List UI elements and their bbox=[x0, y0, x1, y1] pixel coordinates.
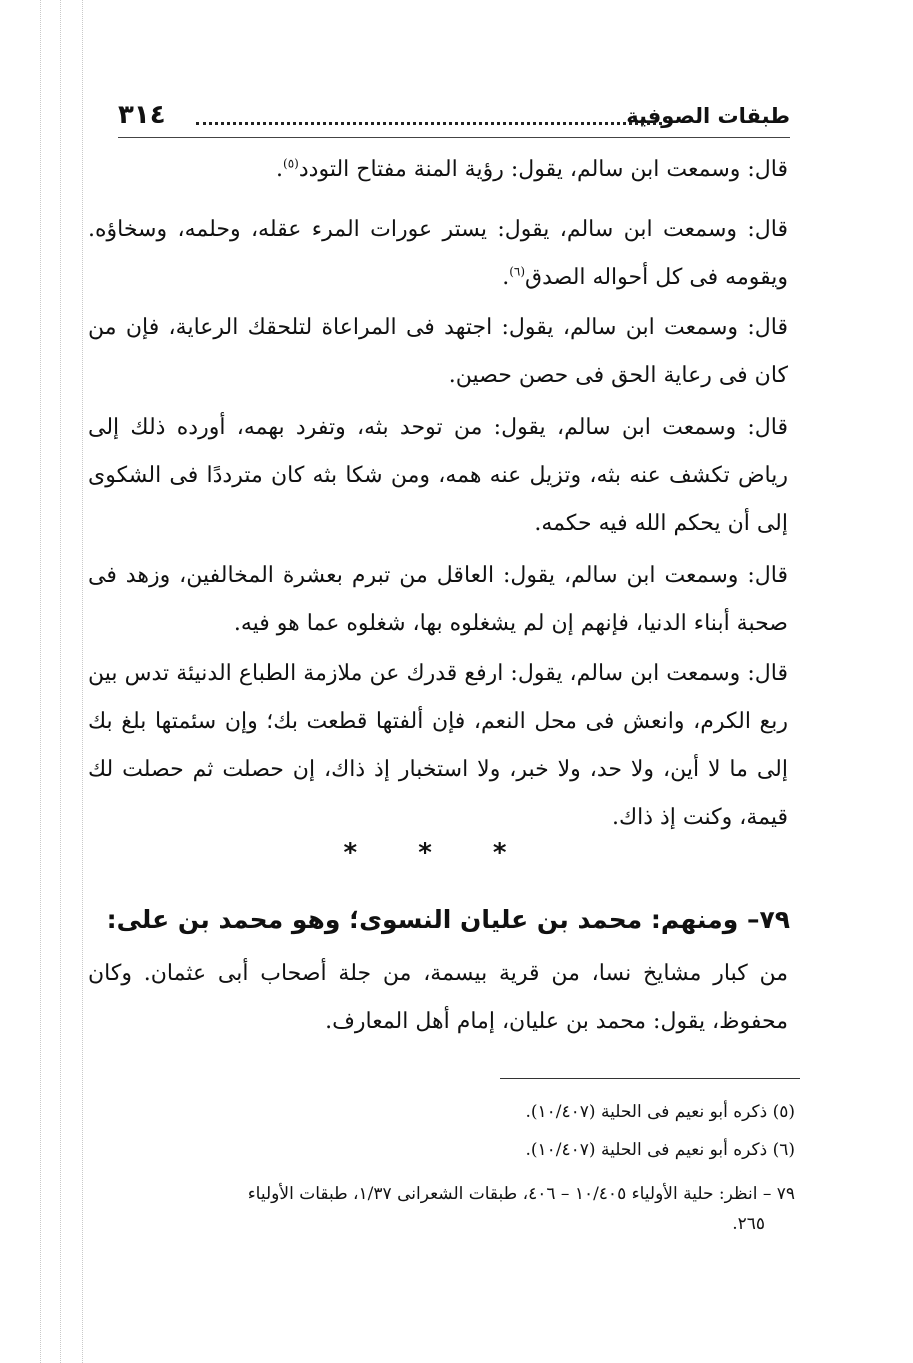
page-number: ٣١٤ bbox=[118, 100, 166, 130]
footnote-6: (٦) ذكره أبو نعيم فى الحلية (١٠/٤٠٧). bbox=[525, 1140, 795, 1160]
paragraph-text: قال: وسمعت ابن سالم، يقول: رؤية المنة مفتاح التودد bbox=[298, 157, 788, 182]
section-separator: * * * bbox=[343, 838, 533, 868]
paragraph-text: قال: وسمعت ابن سالم، يقول: ارفع قدرك عن ملازمة الطباع الدنيئة تدس بين ربع الكرم، وانعش فى محل النعم، فإن ألفتها قطعت بك؛ وإن سئمتها بلغ بك إلى ما لا أين، ولا حد، ولا خبر، ولا استخبار إذ ذاك، إن حصلت ثم حصلت لك قيمة، وكنت إذ ذاك. bbox=[88, 661, 788, 830]
running-title: طبقات الصوفية bbox=[626, 104, 790, 128]
paragraph-6 bbox=[88, 650, 788, 842]
paragraph-2 bbox=[88, 206, 788, 302]
paragraph-text: قال: وسمعت ابن سالم، يقول: العاقل من تبرم بعشرة المخالفين، وزهد فى صحبة أبناء الدنيا، فإنهم إن لم يشغلوه بها، شغلوه عما هو فيه. bbox=[88, 563, 788, 636]
footnote-79-tail: ٢٦٥. bbox=[732, 1214, 765, 1234]
scan-artifact-line bbox=[60, 0, 61, 1363]
scan-artifact-line bbox=[82, 0, 83, 1363]
footnote-5: (٥) ذكره أبو نعيم فى الحلية (١٠/٤٠٧). bbox=[525, 1102, 795, 1122]
paragraph-text: من كبار مشايخ نسا، من قرية بيسمة، من جلة أصحاب أبى عثمان. وكان محفوظ، يقول: محمد بن عليان، إمام أهل المعارف. bbox=[88, 961, 788, 1034]
paragraph-text: قال: وسمعت ابن سالم، يقول: اجتهد فى المراعاة لتلحقك الرعاية، فإن من كان فى رعاية الحق فى حصن حصين. bbox=[88, 315, 788, 388]
dotted-leader bbox=[196, 122, 662, 125]
paragraph-4 bbox=[88, 404, 788, 548]
paragraph-text: قال: وسمعت ابن سالم، يقول: يستر عورات المرء عقله، وحلمه، وسخاؤه. ويقومه فى كل أحواله الصدق bbox=[88, 217, 788, 290]
scan-artifact-line bbox=[40, 0, 41, 1363]
section-heading bbox=[100, 898, 790, 942]
footnote-79: ٧٩ – انظر: حلية الأولياء ١٠/٤٠٥ – ٤٠٦، طبقات الشعرانى ١/٣٧، طبقات الأولياء bbox=[247, 1184, 795, 1204]
biography-paragraph bbox=[88, 950, 788, 1046]
paragraph-text: قال: وسمعت ابن سالم، يقول: من توحد بثه، وتفرد بهمه، أورده ذلك إلى رياض تكشف عنه بثه، وتزيل عنه همه، ومن شكا بثه كان مترددًا فى الشكوى إلى أن يحكم الله فيه حكمه. bbox=[88, 415, 788, 536]
section-number: ٧٩– bbox=[746, 905, 790, 934]
paragraph-end: . bbox=[502, 265, 510, 290]
paragraph-3 bbox=[88, 304, 788, 400]
footnote-rule bbox=[500, 1078, 800, 1079]
paragraph-1 bbox=[88, 146, 788, 194]
footnote-marker: (٥) bbox=[283, 156, 299, 171]
paragraph-5 bbox=[88, 552, 788, 648]
paragraph-end: . bbox=[276, 157, 284, 182]
page-header bbox=[118, 98, 790, 134]
footnote-marker: (٦) bbox=[509, 264, 526, 279]
section-title: ومنهم: محمد بن عليان النسوى؛ وهو محمد بن على: bbox=[106, 905, 739, 934]
header-rule bbox=[118, 137, 790, 138]
